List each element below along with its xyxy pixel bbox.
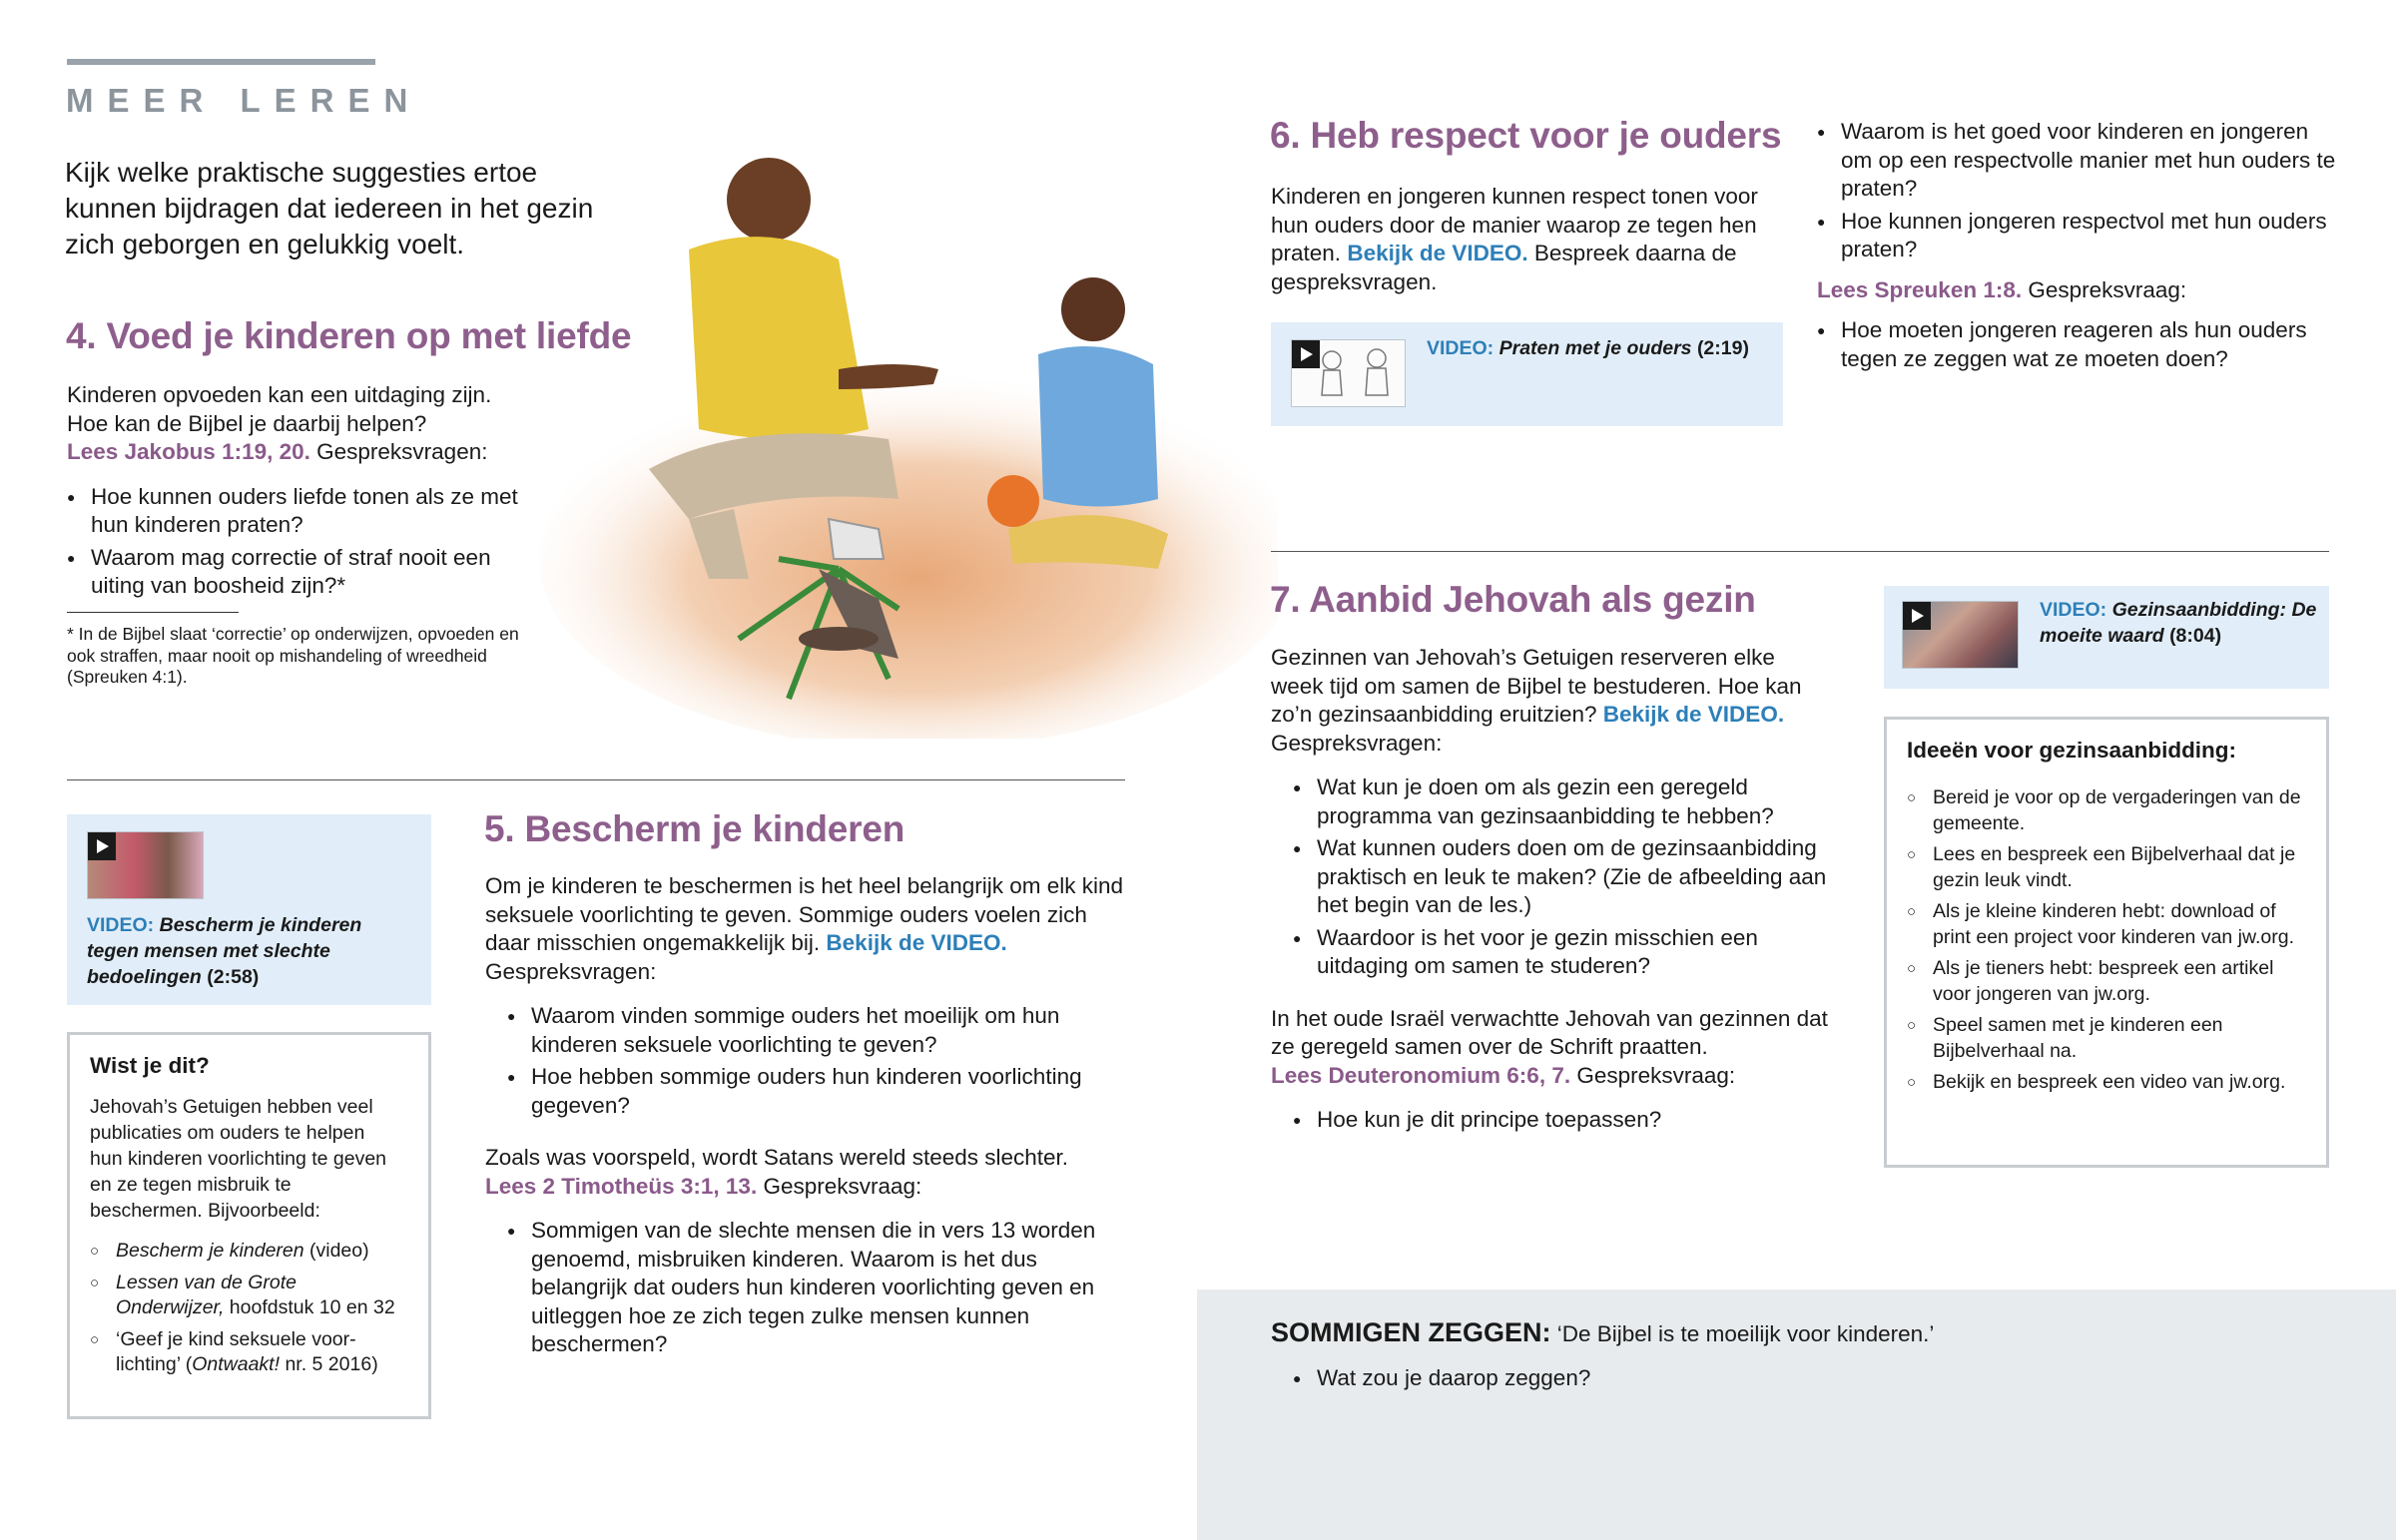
section-7-text2: In het oude Israël verwachtte Jehovah van gezinnen dat ze geregeld samen over de Schrift praatten.	[1271, 1005, 1828, 1059]
video-6-title: Praten met je ouders	[1498, 337, 1692, 359]
section-7-title: 7. Aanbid Jehovah als gezin	[1270, 579, 1756, 620]
section-4-read-suffix: Gespreksvragen:	[309, 439, 488, 464]
list-item: ○ Bekijk en bespreek een video van jw.org.	[1907, 1070, 2306, 1096]
section-6-intro: Kinderen en jongeren kunnen respect tonen voor hun ouders door de manier waarop ze tegen hen praten.	[1271, 184, 1758, 265]
section-6-read-line	[1817, 276, 2336, 305]
header-bar	[67, 59, 375, 65]
section-5-text	[485, 872, 1124, 986]
some-say-quote: ‘De Bijbel is te moeilijk voor kinderen.’	[1550, 1321, 1935, 1346]
list-item: ○ Lessen van de Grote Onderwijzer, hoofdstuk 10 en 32	[90, 1271, 409, 1321]
section-7-question-2	[1271, 1106, 1830, 1135]
video-5-box[interactable]	[67, 814, 431, 1005]
section-5-text-2	[485, 1144, 1124, 1201]
list-item: ● Hoe hebben sommige ouders hun kinderen voorlichting gegeven?	[507, 1063, 1124, 1120]
video-6-thumbnail[interactable]	[1291, 339, 1406, 407]
video-7-thumbnail[interactable]	[1902, 601, 2019, 669]
section-6-question-2	[1817, 316, 2336, 373]
list-item: ○ Als je kleine kinderen hebt: download of print een project voor kinderen van jw.org.	[1907, 899, 2306, 950]
list-item: ● Sommigen van de slechte mensen die in vers 13 worden genoemd, misbruiken kinderen. Waarom is het dus belangrijk dat ouders hun kinderen voorlichting geven en uitleggen hoe ze zich tegen zulke mensen kunnen beschermen?	[507, 1217, 1124, 1359]
footnote: * In de Bijbel slaat ‘correctie’ op onderwijzen, opvoeden en ook straffen, maar nooit op mishandeling of wreedheid (Spreuken 4:1).	[67, 624, 519, 687]
section-6-read-ref[interactable]: Lees Spreuken 1:8.	[1817, 276, 2023, 302]
video-5-thumbnail[interactable]	[87, 831, 204, 899]
list-item: ● Hoe kunnen ouders liefde tonen als ze met hun kinderen praten?	[67, 483, 536, 540]
section-7-read-ref[interactable]: Lees Deuteronomium 6:6, 7.	[1271, 1062, 1571, 1088]
list-item: ● Wat kunnen ouders doen om de gezinsaanbidding praktisch en leuk te maken? (Zie de afbeelding aan het begin van de les.)	[1293, 834, 1830, 920]
list-item: ○ Bereid je voor op de vergaderingen van de gemeente.	[1907, 785, 2306, 836]
section-7-read-suffix: Gespreksvraag:	[1570, 1062, 1736, 1088]
did-you-know-box	[67, 1032, 431, 1419]
section-7-video-link[interactable]: Bekijk de VIDEO.	[1602, 702, 1785, 727]
section-6-text	[1271, 183, 1800, 296]
play-icon	[1903, 602, 1931, 630]
ideas-list	[1907, 785, 2306, 1102]
section-5-question-2	[485, 1217, 1124, 1359]
section-5-read-suffix: Gespreksvraag:	[757, 1173, 922, 1199]
video-6-label: VIDEO:	[1427, 337, 1495, 359]
play-icon	[1292, 340, 1320, 368]
section-7-questions	[1271, 773, 1830, 981]
list-item: ● Hoe moeten jongeren reageren als hun ouders tegen ze zeggen wat ze moeten doen?	[1817, 316, 2336, 373]
did-you-know-text: Jehovah’s Getuigen hebben veel publicaties om ouders te helpen hun kinderen voorlichting te geven en ze tegen misbruik te beschermen. Bijvoorbeeld:	[90, 1096, 387, 1222]
section-5-intro: Om je kinderen te beschermen is het heel belangrijk om elk kind seksuele voorlichting te geven. Sommige ouders voelen zich daar misschien ongemakkelijk bij.	[485, 873, 1124, 955]
video-5-label: VIDEO:	[87, 914, 155, 936]
video-7-duration: (8:04)	[2169, 625, 2222, 647]
page-title: MEER LEREN	[66, 82, 422, 119]
section-7-after: Gespreksvragen:	[1271, 730, 1443, 756]
section-5-questions	[485, 1002, 1124, 1120]
section-6-read-suffix: Gespreksvraag:	[2022, 276, 2187, 302]
section-5-title: 5. Bescherm je kinderen	[484, 808, 905, 849]
intro-text: Kijk welke praktische suggesties ertoe kunnen bijdragen dat iedereen in het gezin zich geborgen en gelukkig voelt.	[65, 157, 594, 259]
some-say-question	[1271, 1364, 2291, 1397]
ideas-title: Ideeën voor gezinsaanbidding:	[1907, 738, 2237, 763]
divider-left	[67, 779, 1125, 780]
video-5-title: Bescherm je kinderen tegen mensen met slechte bedoelingen	[87, 914, 362, 988]
some-say-label: SOMMIGEN ZEGGEN:	[1271, 1317, 1551, 1347]
section-4-title: 4. Voed je kinderen op met liefde	[66, 315, 632, 356]
section-4-intro: Kinderen opvoeden kan een uitdaging zijn. Hoe kan de Bijbel je daarbij helpen?	[67, 382, 492, 436]
divider-right	[1271, 551, 2329, 552]
list-item: ● Wat kun je doen om als gezin een geregeld programma van gezinsaanbidding te hebben?	[1293, 773, 1830, 830]
section-4-read-ref[interactable]: Lees Jakobus 1:19, 20.	[67, 439, 310, 464]
section-7-text	[1271, 644, 1830, 758]
illustration-father-son	[539, 140, 1278, 739]
video-5-duration: (2:58)	[207, 966, 260, 988]
section-5-text2: Zoals was voorspeld, wordt Satans wereld steeds slechter.	[485, 1145, 1069, 1170]
video-6-box[interactable]	[1271, 322, 1783, 426]
section-5-after: Gespreksvragen:	[485, 958, 657, 984]
video-6-duration: (2:19)	[1696, 337, 1749, 359]
video-7-box[interactable]	[1884, 586, 2329, 689]
section-7-intro: Gezinnen van Jehovah’s Getuigen reserveren elke week tijd om samen de Bijbel te bestuderen. Hoe kan zo’n gezinsaanbidding eruitzien?	[1271, 645, 1802, 727]
video-7-title: Gezinsaanbidding: De moeite waard	[2040, 599, 2317, 647]
did-you-know-list	[90, 1239, 409, 1384]
section-5-video-link[interactable]: Bekijk de VIDEO.	[826, 930, 1007, 955]
section-4-text	[67, 381, 536, 467]
video-7-label: VIDEO:	[2040, 599, 2107, 621]
section-5-read-ref[interactable]: Lees 2 Timotheüs 3:1, 13.	[485, 1173, 758, 1199]
list-item: ● Hoe kun je dit principe toepassen?	[1293, 1106, 1830, 1135]
list-item: ● Waardoor is het voor je gezin misschien een uitdaging om samen te studeren?	[1293, 924, 1830, 981]
play-icon	[88, 832, 116, 860]
ideas-box	[1884, 717, 2329, 1168]
section-7-text-2	[1271, 1005, 1830, 1091]
section-6-video-link[interactable]: Bekijk de VIDEO.	[1347, 241, 1528, 265]
did-you-know-title: Wist je dit?	[90, 1053, 210, 1078]
section-6-title: 6. Heb respect voor je ouders	[1270, 115, 1782, 156]
section-6-after: Bespreek daarna de gespreksvragen.	[1271, 241, 1737, 294]
list-item: ● Waarom mag correctie of straf nooit een uiting van boosheid zijn?*	[67, 544, 536, 601]
list-item: ○ Speel samen met je kinderen een Bijbelverhaal na.	[1907, 1013, 2306, 1064]
list-item: ● Hoe kunnen jongeren respectvol met hun ouders praten?	[1817, 208, 2336, 264]
list-item: ○ Lees en bespreek een Bijbelverhaal dat je gezin leuk vindt.	[1907, 842, 2306, 893]
list-item: ○ Bescherm je kinderen (video)	[90, 1239, 409, 1265]
list-item: ● Waarom vinden sommige ouders het moeilijk om hun kinderen seksuele voorlichting te geven?	[507, 1002, 1124, 1059]
section-4-questions	[67, 483, 536, 601]
footnote-rule	[67, 612, 239, 613]
list-item: ● Waarom is het goed voor kinderen en jongeren om op een respectvolle manier met hun ouders te praten?	[1817, 118, 2336, 204]
list-item: ○ ‘Geef je kind seksuele voorlichting’ (Ontwaakt! nr. 5 2016)	[90, 1327, 409, 1378]
list-item: ● Wat zou je daarop zeggen?	[1293, 1364, 2291, 1393]
some-say-panel	[1197, 1289, 2396, 1540]
section-6-questions	[1817, 118, 2336, 264]
list-item: ○ Als je tieners hebt: bespreek een artikel voor jongeren van jw.org.	[1907, 956, 2306, 1007]
